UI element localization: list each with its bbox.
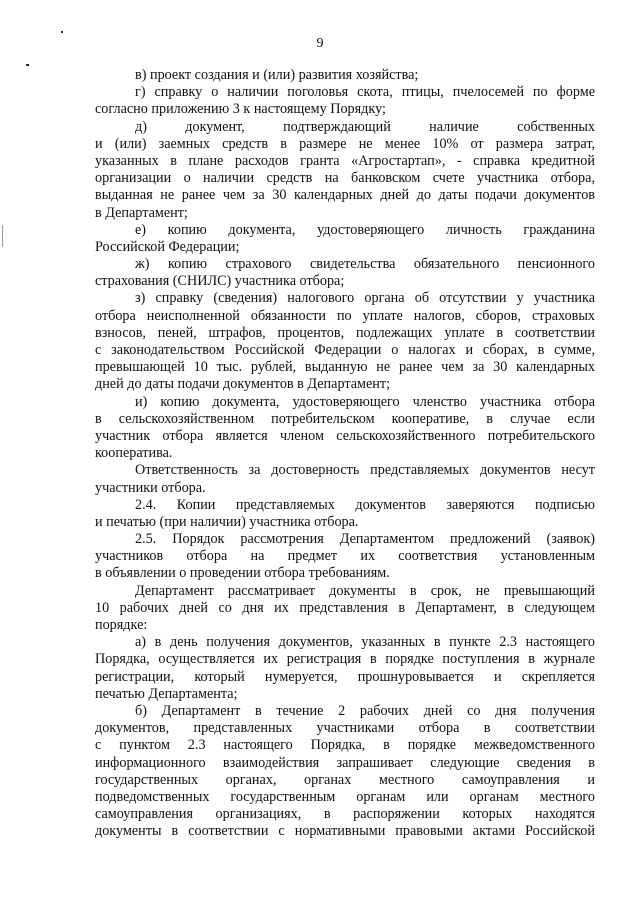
text-line: участники отбора. bbox=[95, 479, 206, 496]
text-line: Российской Федерации; bbox=[95, 238, 240, 255]
scan-edge-marks bbox=[2, 225, 3, 247]
text-line: в объявлении о проведении отбора требованиям. bbox=[95, 565, 390, 582]
text-line: государственных органах, органах местного самоуправления и bbox=[95, 771, 595, 788]
scan-speck bbox=[26, 64, 29, 66]
text-line: с пунктом 2.3 настоящего Порядка, в порядке межведомственного bbox=[95, 737, 595, 754]
text-line: выданная не ранее чем за 30 календарных дней до даты подачи документов bbox=[95, 187, 595, 204]
text-line: 2.4. Копии представляемых документов заверяются подписью bbox=[135, 496, 595, 513]
text-line: дней до даты подачи документов в Департамент; bbox=[95, 376, 391, 393]
text-line: регистрации, который нумеруется, прошнуровывается и скрепляется bbox=[95, 668, 595, 685]
text-line: в сельскохозяйственном потребительском кооперативе, в случае если bbox=[95, 410, 595, 427]
text-line: а) в день получения документов, указанных в пункте 2.3 настоящего bbox=[135, 634, 595, 651]
text-line: б) Департамент в течение 2 рабочих дней со дня получения bbox=[135, 702, 595, 719]
scan-speck bbox=[61, 31, 63, 33]
text-line: кооператива. bbox=[95, 445, 173, 462]
text-line: самоуправления организациях, в распоряжении которых находятся bbox=[95, 806, 595, 823]
text-line: печатью Департамента; bbox=[95, 685, 238, 702]
document-body bbox=[95, 67, 595, 840]
text-line: е) копию документа, удостоверяющего личность гражданина bbox=[135, 221, 595, 238]
text-line: участник отбора является членом сельскохозяйственного потребительского bbox=[95, 427, 595, 444]
text-line: участников отбора на предмет их соответствия установленным bbox=[95, 548, 595, 565]
text-line: документов, представленных участниками отбора в соответствии bbox=[95, 720, 595, 737]
text-line: согласно приложению 3 к настоящему Порядку; bbox=[95, 101, 386, 118]
text-line: подведомственных государственным органам или органам местного bbox=[95, 788, 595, 805]
text-line: ж) копию страхового свидетельства обязательного пенсионного bbox=[135, 256, 595, 273]
text-line: взносов, пеней, штрафов, процентов, подлежащих уплате в соответствии bbox=[95, 324, 595, 341]
text-line: Ответственность за достоверность представляемых документов несут bbox=[135, 462, 595, 479]
text-line: г) справку о наличии поголовья скота, птицы, пчелосемей по форме bbox=[135, 84, 595, 101]
text-line: страхования (СНИЛС) участника отбора; bbox=[95, 273, 345, 290]
text-line: с законодательством Российской Федерации о налогах и сборах, в сумме, bbox=[95, 342, 595, 358]
page-number: 9 bbox=[316, 36, 324, 51]
text-line: указанных в плане расходов гранта «Агростартап», - справка кредитной bbox=[95, 152, 595, 169]
text-line: и печатью (при наличии) участника отбора. bbox=[95, 513, 359, 530]
text-line: информационного взаимодействия запрашивает следующие сведения в bbox=[95, 754, 595, 771]
text-line: в Департамент; bbox=[95, 204, 188, 221]
text-line: порядке: bbox=[95, 617, 148, 633]
text-line: документы в соответствии с нормативными правовыми актами Российской bbox=[95, 823, 595, 840]
text-line: и) копию документа, удостоверяющего членство участника отбора bbox=[135, 393, 595, 410]
text-line: превышающей 10 тыс. рублей, выданную не ранее чем за 30 календарных bbox=[95, 359, 595, 376]
text-line: в) проект создания и (или) развития хозяйства; bbox=[135, 67, 419, 83]
text-line: з) справку (сведения) налогового органа об отсутствии у участника bbox=[135, 290, 595, 307]
text-line: 10 рабочих дней со дня их представления в Департамент, в следующем bbox=[95, 599, 595, 616]
text-line: Департамент рассматривает документы в срок, не превышающий bbox=[135, 582, 595, 599]
text-line: и (или) заемных средств в размере не менее 10% от размера затрат, bbox=[95, 135, 595, 152]
text-line: отбора неисполненной обязанности по уплате налогов, сборов, страховых bbox=[95, 307, 595, 324]
text-line: Порядка, осуществляется их регистрация в порядке поступления в журнале bbox=[95, 651, 595, 668]
text-line: организации о наличии средств на банковском счете участника отбора, bbox=[95, 170, 595, 187]
text-line: д) документ, подтверждающий наличие собственных bbox=[135, 118, 595, 135]
text-line: 2.5. Порядок рассмотрения Департаментом предложений (заявок) bbox=[135, 531, 595, 548]
